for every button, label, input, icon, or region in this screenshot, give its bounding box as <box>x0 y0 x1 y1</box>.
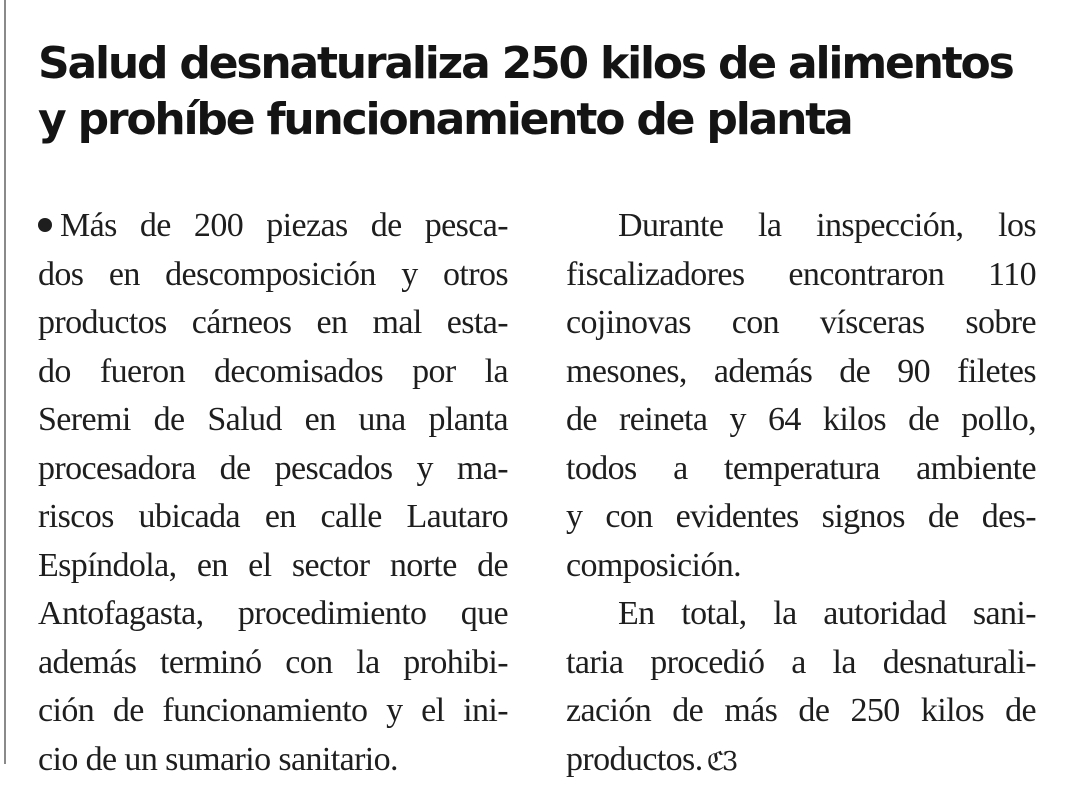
text-line: cojinovas con vísceras sobre <box>566 304 1036 341</box>
text-line: cio de un sumario sanitario. <box>38 740 398 778</box>
headline-line: Salud desnaturaliza 250 kilos de alimentos <box>38 38 1013 89</box>
end-mark-icon: ℭ3 <box>706 746 736 777</box>
news-article <box>38 36 1038 778</box>
text-line-content: productos. <box>566 740 703 778</box>
text-line: En total, la autoridad sani- <box>618 595 1036 632</box>
text-line <box>38 202 508 251</box>
text-line: Espíndola, en el sector norte de <box>38 546 508 584</box>
text-line: mesones, además de 90 filetes <box>566 352 1036 390</box>
text-line: fiscalizadores encontraron 110 <box>566 255 1036 293</box>
text-line: Seremi de Salud en una planta <box>38 401 508 438</box>
text-line: composición. <box>566 546 742 584</box>
bullet-icon <box>38 218 52 232</box>
text-line: además terminó con la prohibi- <box>38 643 508 681</box>
text-line: Antofagasta, procedimiento que <box>38 595 508 632</box>
text-line: y con evidentes signos de des- <box>566 498 1036 535</box>
text-line: zación de más de 250 kilos de <box>566 692 1036 729</box>
text-line: ción de funcionamiento y el ini- <box>38 692 508 729</box>
text-line: productos cárneos en mal esta- <box>38 304 508 341</box>
right-column <box>566 202 1036 786</box>
text-line-content: Más de 200 piezas de pesca- <box>60 207 508 244</box>
headline <box>38 36 1038 148</box>
headline-line: y prohíbe funcionamiento de planta <box>38 94 852 145</box>
text-line: todos a temperatura ambiente <box>566 449 1036 487</box>
column-rule <box>4 0 6 764</box>
text-line: riscos ubicada en calle Lautaro <box>38 498 508 535</box>
text-line: de reineta y 64 kilos de pollo, <box>566 401 1036 438</box>
left-column <box>38 202 508 784</box>
text-line <box>566 736 1036 787</box>
text-line: Durante la inspección, los <box>618 207 1036 244</box>
text-line: taria procedió a la desnaturali- <box>566 643 1036 681</box>
text-line: do fueron decomisados por la <box>38 352 508 390</box>
text-line: procesadora de pescados y ma- <box>38 449 508 487</box>
text-line: dos en descomposición y otros <box>38 255 508 293</box>
